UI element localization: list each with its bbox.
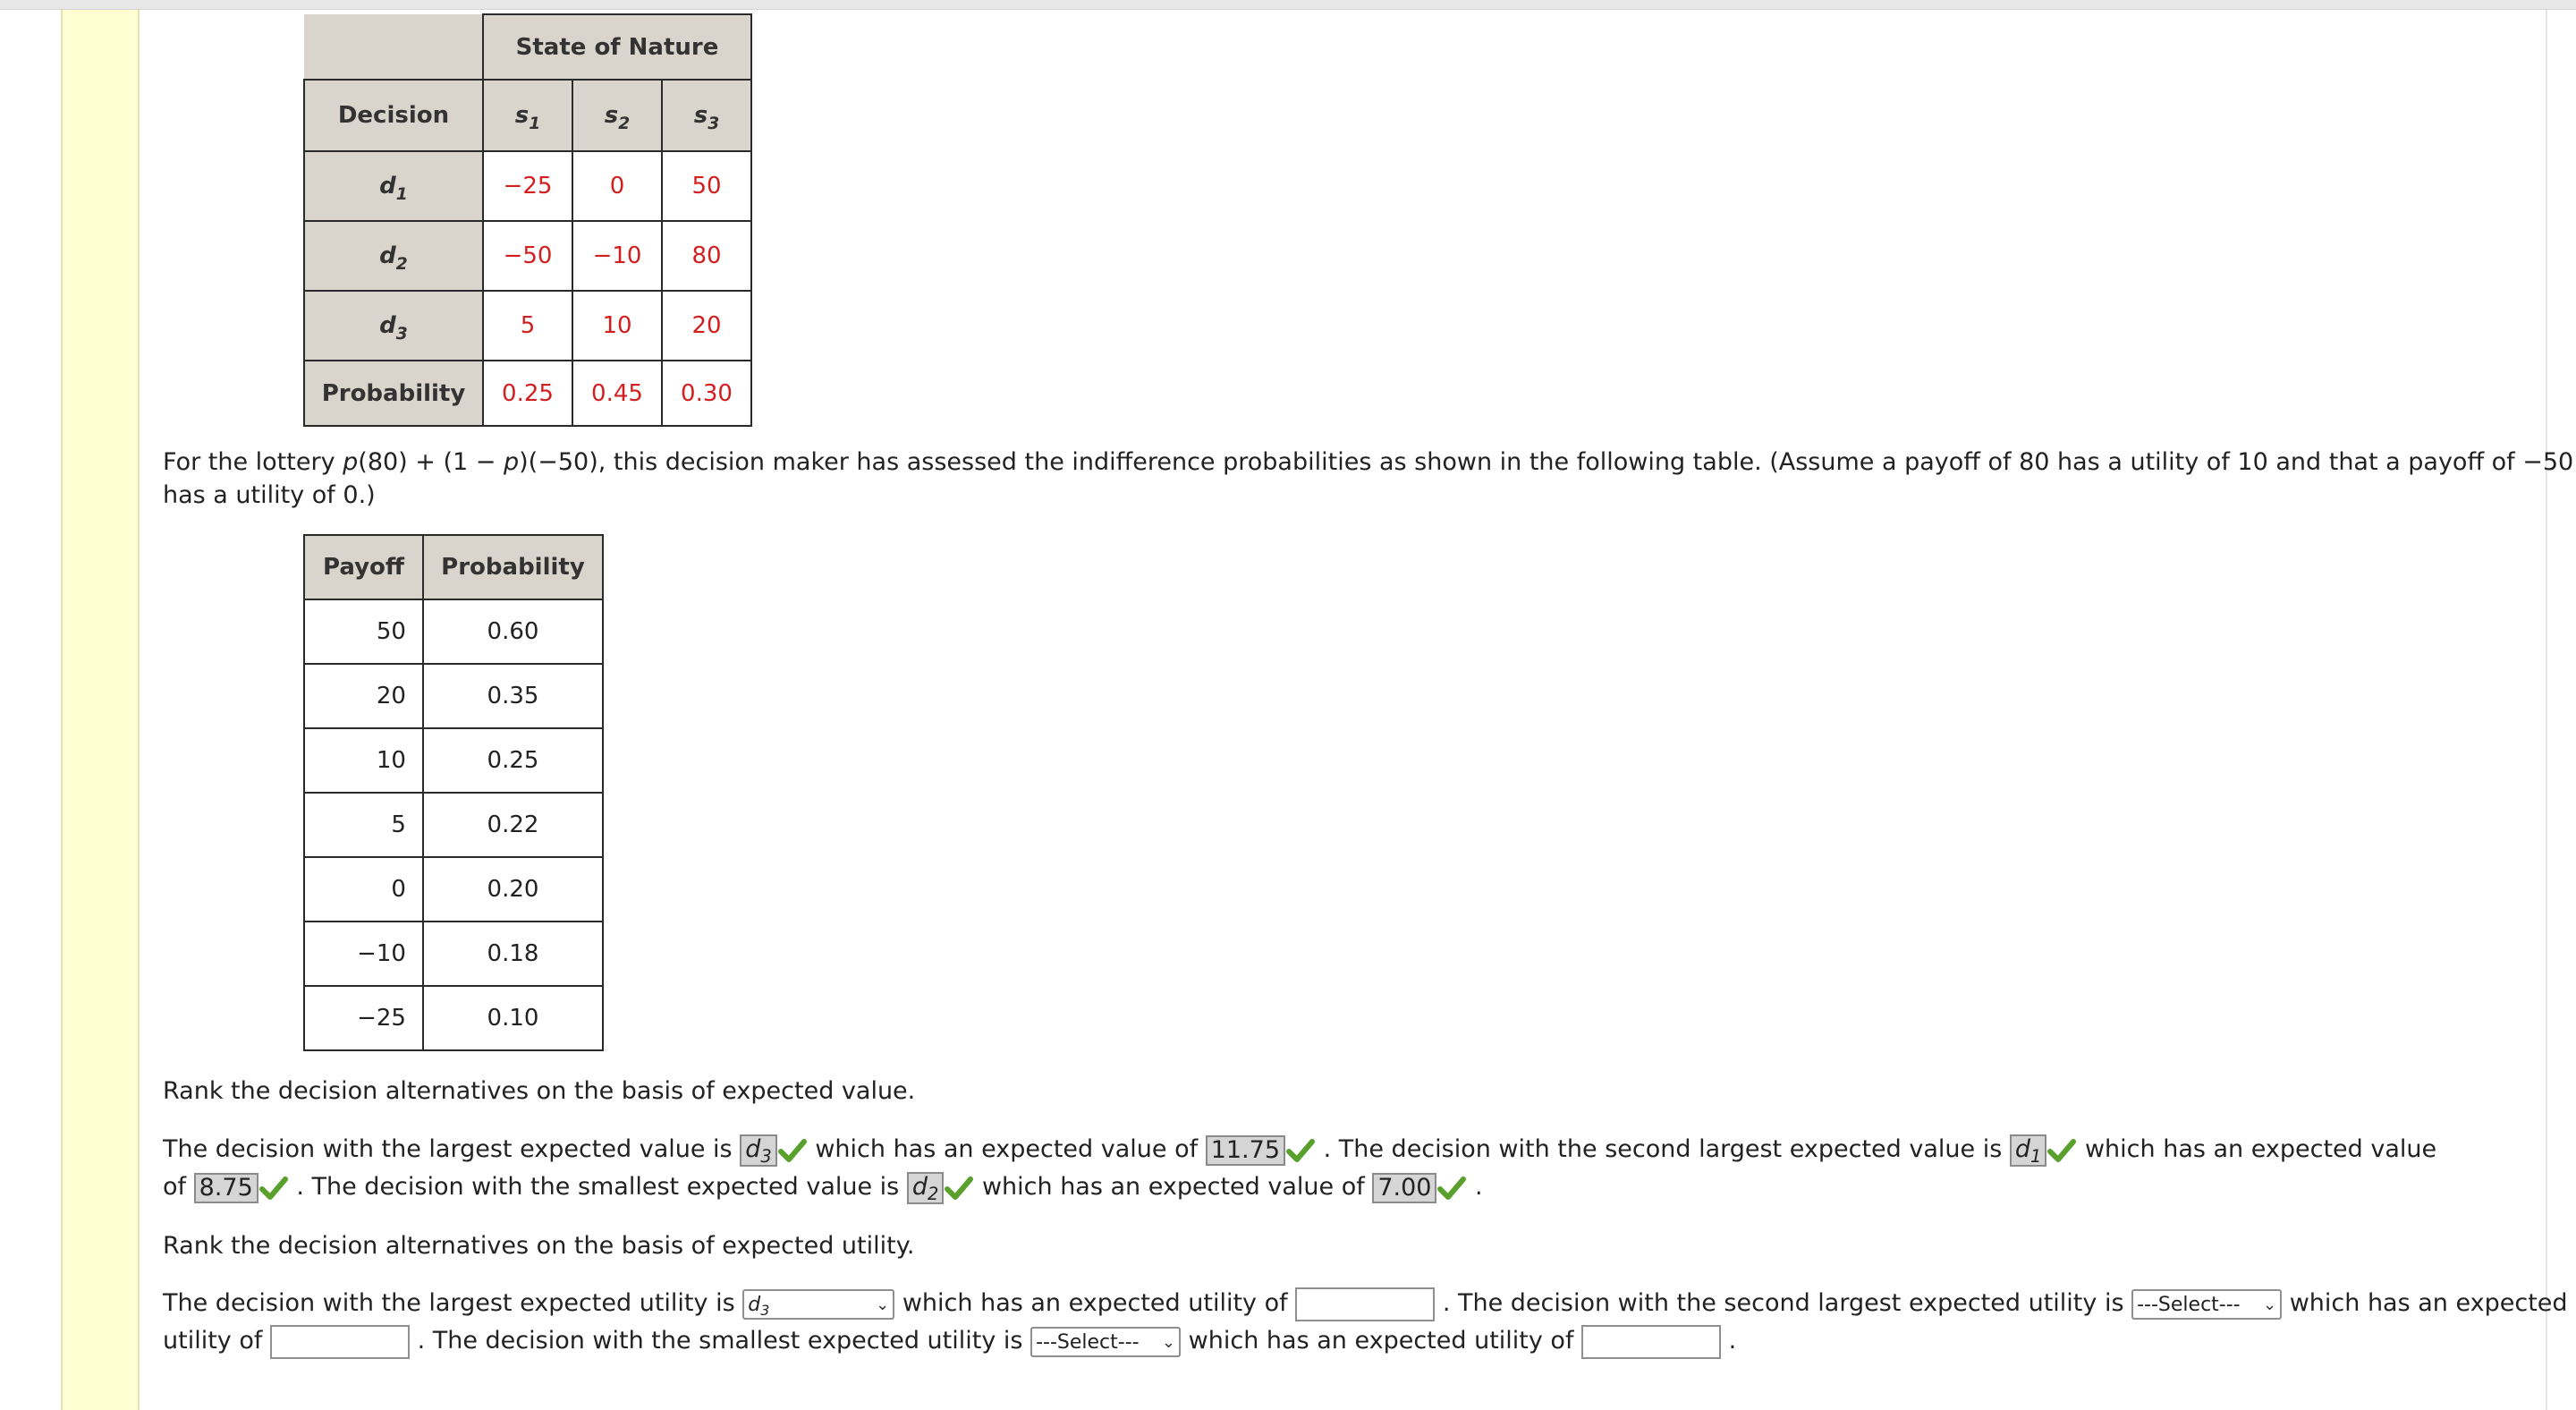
indifference-probability: 0.25 [423, 728, 603, 793]
eu-text: . The decision with the second largest expected utility is [1442, 1289, 2124, 1317]
payoff-value: −10 [304, 922, 423, 986]
eu-second-value-input[interactable] [270, 1325, 410, 1359]
eu-answer-line-1 [163, 1287, 2568, 1321]
probability-header: Probability [423, 535, 603, 599]
ev-text: of [163, 1173, 187, 1201]
probability-cell: 0.30 [662, 361, 751, 426]
right-rule [2546, 10, 2547, 1410]
ev-largest-decision-answer: $d_3$ [740, 1134, 777, 1167]
ev-text: which has an expected value [2084, 1135, 2437, 1163]
eu-text: which has an expected utility of [1188, 1327, 1574, 1355]
payoff-value: 0 [304, 857, 423, 922]
question-margin-bar [61, 10, 140, 1410]
eu-second-decision-select[interactable]: ---Select--- ⌄ [2131, 1289, 2282, 1320]
ev-second-value-answer: 8.75 [194, 1173, 258, 1203]
probability-cell: 0.25 [483, 361, 572, 426]
indifference-probability: 0.22 [423, 793, 603, 857]
indifference-probability: 0.10 [423, 986, 603, 1050]
indifference-probability: 0.60 [423, 599, 603, 664]
indifference-probability: 0.18 [423, 922, 603, 986]
chevron-down-icon: ⌄ [2263, 1295, 2277, 1314]
decision-d2-label: $d_2$ [304, 221, 483, 291]
state-s1-header: $s_1$ [483, 80, 572, 151]
ev-smallest-value-answer: 7.00 [1372, 1173, 1436, 1203]
eu-text: which has an expected utility of [902, 1289, 1288, 1317]
payoff-value: 5 [304, 793, 423, 857]
ev-text: which has an expected value of [981, 1173, 1365, 1201]
indifference-probability: 0.20 [423, 857, 603, 922]
ev-smallest-decision-answer: $d_2$ [907, 1172, 945, 1204]
chevron-down-icon: ⌄ [1161, 1332, 1176, 1352]
top-border [0, 0, 2576, 10]
ev-answer-line-1 [163, 1133, 2436, 1167]
probability-cell: 0.45 [572, 361, 662, 426]
payoff-cell: −25 [483, 151, 572, 221]
payoff-value: 50 [304, 599, 423, 664]
indifference-probability: 0.35 [423, 664, 603, 728]
eu-answer-line-2 [163, 1324, 1736, 1359]
check-icon [944, 1175, 974, 1202]
payoff-value: −25 [304, 986, 423, 1050]
payoff-cell: 20 [662, 291, 751, 361]
lottery-description: For the lottery p(80) + (1 − p)(−50), this decision maker has assessed the indifference probabilities as shown in the following table. (Assume a payoff of 80 has a utility of 10 and that a payoff of −50 has a utility of 0.) [163, 448, 2574, 509]
eu-text: The decision with the largest expected utility is [163, 1289, 735, 1317]
ev-text: . The decision with the second largest expected value is [1323, 1135, 2003, 1163]
ev-heading: Rank the decision alternatives on the basis of expected value. [163, 1077, 916, 1105]
payoff-cell: 5 [483, 291, 572, 361]
check-icon [777, 1137, 808, 1164]
payoff-header: Payoff [304, 535, 423, 599]
payoff-cell: 10 [572, 291, 662, 361]
ev-largest-value-answer: 11.75 [1206, 1135, 1285, 1166]
check-icon [258, 1175, 289, 1202]
eu-text: . [1728, 1327, 1737, 1355]
ev-second-decision-answer: $d_1$ [2010, 1134, 2047, 1167]
check-icon [2046, 1137, 2077, 1164]
ev-text: which has an expected value of [815, 1135, 1199, 1163]
decision-header: Decision [304, 80, 483, 151]
eu-largest-decision-select[interactable]: $d_3$ ⌄ [742, 1289, 894, 1320]
blank-corner [304, 14, 483, 80]
ev-answer-line-2 [163, 1170, 1483, 1204]
eu-largest-value-input[interactable] [1295, 1287, 1435, 1321]
payoff-value: 20 [304, 664, 423, 728]
payoff-cell: 50 [662, 151, 751, 221]
eu-smallest-decision-select[interactable]: ---Select--- ⌄ [1030, 1327, 1181, 1357]
eu-text: which has an expected [2289, 1289, 2568, 1317]
payoff-cell: 0 [572, 151, 662, 221]
payoff-cell: −50 [483, 221, 572, 291]
decision-d1-label: $d_1$ [304, 151, 483, 221]
indifference-table [303, 534, 604, 1051]
ev-text: . [1475, 1173, 1483, 1201]
state-s3-header: $s_3$ [662, 80, 751, 151]
check-icon [1285, 1137, 1316, 1164]
payoff-cell: −10 [572, 221, 662, 291]
payoff-value: 10 [304, 728, 423, 793]
eu-text: . The decision with the smallest expected utility is [417, 1327, 1023, 1355]
payoff-table [303, 13, 752, 427]
eu-text: utility of [163, 1327, 263, 1355]
chevron-down-icon: ⌄ [876, 1295, 890, 1314]
ev-text: . The decision with the smallest expected value is [296, 1173, 900, 1201]
eu-smallest-value-input[interactable] [1581, 1325, 1721, 1359]
state-s2-header: $s_2$ [572, 80, 662, 151]
ev-text: The decision with the largest expected value is [163, 1135, 733, 1163]
probability-label: Probability [304, 361, 483, 426]
state-of-nature-header: State of Nature [483, 14, 751, 80]
eu-heading: Rank the decision alternatives on the basis of expected utility. [163, 1232, 915, 1260]
payoff-cell: 80 [662, 221, 751, 291]
check-icon [1436, 1175, 1467, 1202]
decision-d3-label: $d_3$ [304, 291, 483, 361]
